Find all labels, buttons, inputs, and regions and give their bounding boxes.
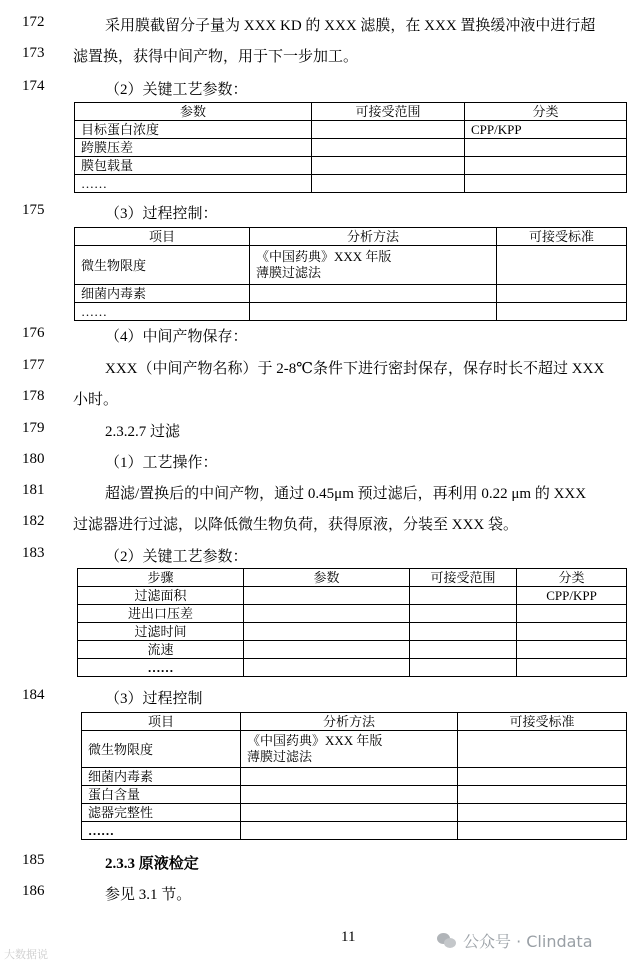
body-text: 滤置换，获得中间产物，用于下一步加工。: [73, 49, 359, 65]
table-cell: [312, 175, 465, 193]
table-row: [75, 139, 627, 157]
watermark-text: 公众号 · Clindata: [463, 932, 593, 951]
method-line-1: 《中国药典》XXX 年版: [256, 249, 392, 264]
table-cell: [465, 175, 627, 193]
method-line-2: 薄膜过滤法: [256, 265, 322, 280]
line-number: 180: [22, 451, 45, 467]
line-number: 175: [22, 202, 45, 218]
table-cell: [312, 121, 465, 139]
table-cell: [458, 768, 627, 786]
table-row: [82, 731, 627, 768]
watermark-left: 大数据说: [4, 948, 48, 961]
table-cell: [244, 605, 410, 623]
table-cell: 微生物限度: [75, 246, 250, 285]
table-cell: [250, 303, 497, 321]
table-cell: CPP/KPP: [517, 587, 627, 605]
body-text: XXX（中间产物名称）于 2-8℃条件下进行密封保存，保存时长不超过 XXX: [105, 361, 605, 377]
body-text: 超滤/置换后的中间产物，通过 0.45μm 预过滤后，再利用 0.22 μm 的 XXX: [105, 486, 587, 502]
table-cell: 过滤时间: [78, 623, 244, 641]
table-row: [75, 175, 627, 193]
table-cell: [517, 623, 627, 641]
table-cell: [458, 731, 627, 768]
section-heading: （2）关键工艺参数：: [105, 549, 248, 565]
table-cell: [312, 157, 465, 175]
line-number: 178: [22, 388, 45, 404]
table-cell: 进出口压差: [78, 605, 244, 623]
table-cell: [497, 285, 627, 303]
table-cell: [250, 246, 497, 285]
table-cell: 滤器完整性: [82, 804, 241, 822]
table-row: [78, 659, 627, 677]
method-line-1: 《中国药典》XXX 年版: [247, 733, 383, 748]
table-header: 步骤: [78, 569, 244, 587]
table-cell: [244, 641, 410, 659]
table-cell: 目标蛋白浓度: [75, 121, 312, 139]
table-row: [82, 804, 627, 822]
table-header: 分析方法: [241, 713, 458, 731]
table-cell: [410, 623, 517, 641]
table-cell: 膜包载量: [75, 157, 312, 175]
line-number: 185: [22, 852, 45, 868]
table-cell: 细菌内毒素: [82, 768, 241, 786]
table-cell: [410, 587, 517, 605]
table-cell: 细菌内毒素: [75, 285, 250, 303]
table-header: 分类: [517, 569, 627, 587]
table-header: 分类: [465, 103, 627, 121]
table-header: 可接受标准: [497, 228, 627, 246]
table-cell: 蛋白含量: [82, 786, 241, 804]
table-row: [82, 822, 627, 840]
table-header: 参数: [75, 103, 312, 121]
body-text: 参见 3.1 节。: [105, 887, 192, 903]
table-row: [78, 587, 627, 605]
line-number: 181: [22, 482, 45, 498]
line-number: 174: [22, 78, 45, 94]
table-row: [75, 246, 627, 285]
table-cell: ……: [78, 659, 244, 677]
table-cell: [241, 822, 458, 840]
table-cell: [517, 605, 627, 623]
page-number: 11: [341, 929, 356, 945]
table-header: 可接受标准: [458, 713, 627, 731]
table-header: 可接受范围: [410, 569, 517, 587]
table-header: 分析方法: [250, 228, 497, 246]
table-row: [75, 157, 627, 175]
table-cell: ……: [75, 175, 312, 193]
table-cell: [312, 139, 465, 157]
table-row: [75, 285, 627, 303]
table-cell: [465, 157, 627, 175]
table-key-params-filtration: [77, 568, 627, 677]
table-process-control-filtration: [81, 712, 627, 840]
table-cell: [244, 623, 410, 641]
line-number: 186: [22, 883, 45, 899]
table-key-params-uf: [74, 102, 627, 193]
table-cell: [241, 804, 458, 822]
line-number: 176: [22, 325, 45, 341]
table-header: 项目: [82, 713, 241, 731]
line-number: 182: [22, 513, 45, 529]
table-cell: [410, 659, 517, 677]
table-cell: ……: [75, 303, 250, 321]
table-row: [82, 768, 627, 786]
table-cell: [241, 786, 458, 804]
body-text: 小时。: [73, 392, 119, 408]
table-cell: [458, 786, 627, 804]
table-process-control-uf: [74, 227, 627, 321]
section-heading: （2）关键工艺参数：: [105, 82, 248, 98]
wechat-icon: [437, 933, 457, 949]
table-cell: [241, 731, 458, 768]
table-cell: [497, 246, 627, 285]
line-number: 179: [22, 420, 45, 436]
table-cell: CPP/KPP: [465, 121, 627, 139]
table-cell: 流速: [78, 641, 244, 659]
section-heading: （3）过程控制：: [105, 206, 218, 222]
line-number: 177: [22, 357, 45, 373]
body-text: 过滤器进行过滤，以降低微生物负荷，获得原液，分装至 XXX 袋。: [73, 517, 519, 533]
table-cell: [244, 659, 410, 677]
table-row: [78, 623, 627, 641]
table-cell: [517, 659, 627, 677]
table-cell: [458, 822, 627, 840]
table-cell: ……: [82, 822, 241, 840]
table-cell: [244, 587, 410, 605]
table-row: [75, 303, 627, 321]
table-cell: 过滤面积: [78, 587, 244, 605]
table-cell: [517, 641, 627, 659]
table-cell: [497, 303, 627, 321]
table-header: 项目: [75, 228, 250, 246]
table-cell: 微生物限度: [82, 731, 241, 768]
line-number: 173: [22, 45, 45, 61]
section-heading: 2.3.2.7 过滤: [105, 424, 181, 440]
method-line-2: 薄膜过滤法: [247, 749, 313, 764]
body-text: 采用膜截留分子量为 XXX KD 的 XXX 滤膜，在 XXX 置换缓冲液中进行超: [105, 18, 596, 34]
table-header: 可接受范围: [312, 103, 465, 121]
table-cell: [250, 285, 497, 303]
table-cell: [410, 641, 517, 659]
section-heading: （1）工艺操作：: [105, 455, 218, 471]
section-heading: 2.3.3 原液检定: [105, 856, 199, 872]
table-cell: 跨膜压差: [75, 139, 312, 157]
watermark: [437, 929, 593, 952]
table-cell: [458, 804, 627, 822]
section-heading: （4）中间产物保存：: [105, 329, 248, 345]
table-row: [82, 786, 627, 804]
table-row: [78, 605, 627, 623]
line-number: 183: [22, 545, 45, 561]
line-number: 184: [22, 687, 45, 703]
table-cell: [410, 605, 517, 623]
table-cell: [241, 768, 458, 786]
table-header: 参数: [244, 569, 410, 587]
table-row: [78, 641, 627, 659]
table-row: [75, 121, 627, 139]
section-heading: （3）过程控制: [105, 691, 203, 707]
table-cell: [465, 139, 627, 157]
line-number: 172: [22, 14, 45, 30]
